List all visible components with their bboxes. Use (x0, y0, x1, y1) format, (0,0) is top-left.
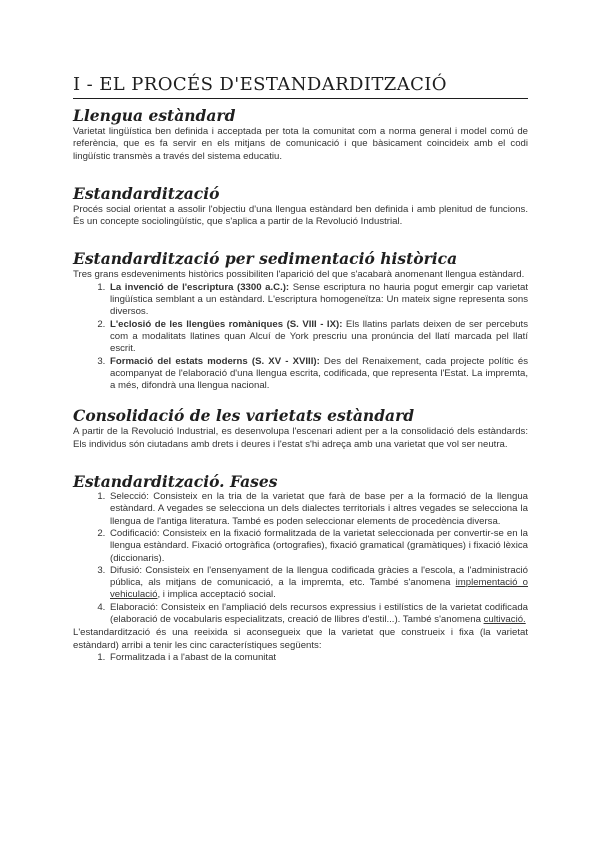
section-paragraph: L'estandardització és una reeixida si aconsegueix que la varietat que construeix i fixa (la varietat estàndard) arribi a tenir les cinc característiques següents: (73, 627, 528, 651)
section-heading: Estandardització per sedimentació històrica (73, 249, 458, 269)
section-heading: Estandardització (73, 183, 220, 203)
list-item: 3. Difusió: Consisteix en l'ensenyament de la llengua codificada gràcies a l'escola, a l'administració pública, als mitjans de comunicació, a la impremta, etc. També s'anomena implementació o vehiculació, i implica acceptació social. (108, 565, 528, 602)
section-heading: Llengua estàndard (73, 106, 236, 125)
section-heading: Consolidació de les varietats estàndard (73, 406, 415, 426)
list-item: 2. Codificació: Consisteix en la fixació formalitzada de la varietat seleccionada per convertir-se en la llengua estàndard. Fixació ortogràfica (ortografies), fixació gramatical (gramàtiques) i fixació lèxica (diccionaris). (108, 528, 528, 565)
list-item: 4. Elaboració: Consisteix en l'ampliació dels recursos expressius i estilístics de la varietat codificada (elaboració de vocabularis especialitzats, creació de llibres d'estil...). També s'anomena cultivació. (108, 602, 528, 627)
underlined-term: implementació o vehiculació (110, 577, 529, 601)
section-paragraph: Procés social orientat a assolir l'objectiu d'una llengua estàndard ben definida i amb plenitud de funcions. És un concepte sociolingüístic, que s'aplica a partir de la Revolució Industrial. (73, 203, 528, 228)
events-list (73, 282, 528, 393)
underlined-term: cultivació. (483, 614, 526, 626)
list-item: 1. Selecció: Consisteix en la tria de la varietat que farà de base per a la formació de la llengua estàndard. A vegades se selecciona un dels dialectes territorials i altres vegades se selecciona la llengua de l'antiga literatura. També es poden seleccionar elements de procedència diversa. (108, 491, 528, 528)
title-underline (73, 98, 528, 99)
section-llengua-estandard (73, 106, 528, 163)
section-paragraph: A partir de la Revolució Industrial, es desenvolupa l'escenari adient per a la consolidació dels estàndards: Els individus són ciutadans amb drets i deures i l'estat s'hi adreça amb una varietat que vol ser neutra. (73, 426, 528, 450)
section-heading: Estandardització. Fases (73, 472, 278, 492)
list-item: 2. L'eclosió de les llengües romàniques (S. VIII - IX): Els llatins parlats deixen de ser percebuts com a modalitats llatines quan Alcuí de York prescriu una pronúncia del llatí marcada pel llatí escrit. (108, 319, 528, 356)
list-item: 1. La invenció de l'escriptura (3300 a.C.): Sense escriptura no hauria pogut emergir cap varietat lingüística semblant a un estàndard. L'escriptura homogeneïtza: Un mateix signe representa sons diversos. (108, 282, 528, 319)
list-item: 1. Formalitzada i a l'abast de la comunitat (108, 652, 528, 664)
section-consolidacio (73, 406, 528, 451)
section-paragraph: Tres grans esdeveniments històrics possibiliten l'aparició del que s'acabarà anomenant llengua estàndard. (73, 269, 525, 281)
phases-list (73, 491, 528, 626)
section-paragraph: Varietat lingüística ben definida i acceptada per tota la comunitat com a norma general i model comú de referència, que es fa servir en els mitjans de comunicació i que bàsicament coincideix amb el codi lingüístic transmès a través del sistema educatiu. (73, 126, 528, 162)
list-item: 3. Formació del estats moderns (S. XV - XVIII): Des del Renaixement, cada projecte polític és acompanyat de l'elaboració d'una llengua escrita, codificada, que representa l'Estat. La impremta, a més, difondrà una llengua nacional. (108, 356, 528, 393)
page-title: I - EL PROCÉS D'ESTANDARDITZACIÓ (73, 74, 447, 95)
characteristics-list (73, 652, 528, 664)
section-estandarditzacio (73, 184, 528, 229)
section-fases (73, 472, 528, 664)
section-sedimentacio (73, 249, 528, 392)
